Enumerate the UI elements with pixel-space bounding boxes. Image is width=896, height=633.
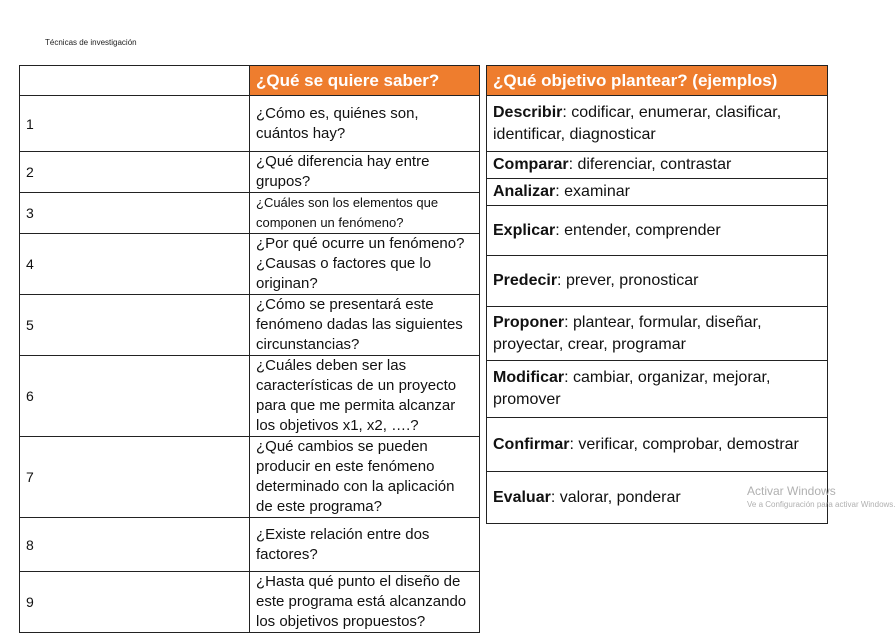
objective-examples: : prever, pronosticar — [557, 272, 699, 289]
row-number: 2 — [20, 152, 250, 193]
objective-cell — [487, 361, 828, 418]
questions-header-row — [20, 66, 480, 96]
question-cell: ¿Cuáles son los elementos que componen un fenómeno? — [250, 193, 480, 234]
questions-header: ¿Qué se quiere saber? — [250, 66, 480, 96]
objective-examples: : valorar, ponderar — [550, 488, 681, 506]
table-row — [487, 418, 828, 472]
objectives-header: ¿Qué objetivo plantear? (ejemplos) — [487, 66, 828, 96]
objective-examples: : diferenciar, contrastar — [568, 156, 732, 173]
table-row — [487, 96, 828, 152]
question-cell: ¿Por qué ocurre un fenómeno? ¿Causas o factores que lo originan? — [250, 234, 480, 295]
objective-verb: Predecir — [493, 272, 558, 289]
questions-table — [19, 65, 480, 633]
document-title: Técnicas de investigación — [45, 38, 137, 47]
row-number: 3 — [20, 193, 250, 234]
table-row — [20, 572, 480, 633]
objective-verb: Comparar — [493, 156, 569, 173]
objective-cell — [487, 96, 828, 152]
table-row — [487, 256, 828, 307]
table-row — [20, 518, 480, 572]
table-row — [20, 295, 480, 356]
objective-cell — [487, 307, 828, 361]
objective-verb: Explicar — [493, 221, 556, 239]
table-row — [20, 96, 480, 152]
table-row — [20, 234, 480, 295]
objective-cell — [487, 179, 828, 206]
table-row — [20, 193, 480, 234]
watermark-subtitle: Ve a Configuración para activar Windows. — [747, 500, 896, 509]
question-cell: ¿Cuáles deben ser las características de un proyecto para que me permita alcanzar los objetivos x1, x2, ….? — [250, 356, 480, 437]
objective-examples: : examinar — [555, 183, 630, 200]
objective-examples: : cambiar, organizar, mejorar, promover — [493, 369, 771, 408]
table-row — [20, 437, 480, 518]
question-cell: ¿Cómo se presentará este fenómeno dadas las siguientes circunstancias? — [250, 295, 480, 356]
row-number: 5 — [20, 295, 250, 356]
table-row — [487, 206, 828, 256]
table-row — [487, 307, 828, 361]
objectives-header-row — [487, 66, 828, 96]
row-number: 9 — [20, 572, 250, 633]
row-number: 8 — [20, 518, 250, 572]
objectives-table — [486, 65, 896, 524]
table-row — [20, 356, 480, 437]
objective-cell — [487, 256, 828, 307]
row-number: 4 — [20, 234, 250, 295]
row-number: 6 — [20, 356, 250, 437]
objective-examples: : plantear, formular, diseñar, proyectar, crear, programar — [493, 313, 762, 353]
table-row — [487, 361, 828, 418]
objective-verb: Proponer — [493, 313, 565, 331]
watermark-title: Activar Windows — [747, 484, 836, 498]
objective-verb: Analizar — [493, 183, 556, 200]
objective-cell — [487, 152, 828, 179]
table-row — [20, 152, 480, 193]
row-number: 1 — [20, 96, 250, 152]
objective-verb: Modificar — [493, 369, 565, 386]
activation-watermark — [747, 484, 896, 512]
question-cell: ¿Qué cambios se pueden producir en este fenómeno determinado con la aplicación de este programa? — [250, 437, 480, 518]
table-row — [487, 179, 828, 206]
number-header-cell — [20, 66, 250, 96]
objective-cell — [487, 418, 828, 472]
question-cell: ¿Qué diferencia hay entre grupos? — [250, 152, 480, 193]
objective-examples: : codificar, enumerar, clasificar, identificar, diagnosticar — [493, 103, 782, 143]
objective-verb: Describir — [493, 103, 563, 121]
table-row — [487, 152, 828, 179]
question-cell: ¿Existe relación entre dos factores? — [250, 518, 480, 572]
objective-examples: : verificar, comprobar, demostrar — [569, 435, 799, 453]
objective-verb: Confirmar — [493, 435, 570, 453]
row-number: 7 — [20, 437, 250, 518]
objective-cell — [487, 206, 828, 256]
objective-examples: : entender, comprender — [555, 221, 721, 239]
question-cell: ¿Cómo es, quiénes son, cuántos hay? — [250, 96, 480, 152]
question-cell: ¿Hasta qué punto el diseño de este programa está alcanzando los objetivos propuestos? — [250, 572, 480, 633]
objective-verb: Evaluar — [493, 488, 551, 506]
